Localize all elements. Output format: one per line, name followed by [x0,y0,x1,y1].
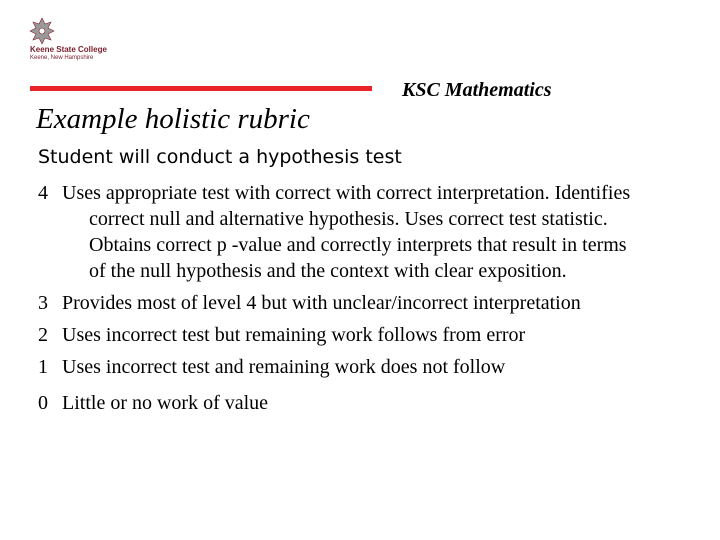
level-description: Uses incorrect test but remaining work follows from error [62,324,526,346]
level-score: 4 [38,182,48,204]
college-name: Keene State College [30,45,107,54]
level-score: 3 [38,292,48,314]
rubric-level-2 [38,322,638,348]
level-description: Uses incorrect test and remaining work does not follow [62,356,506,378]
level-score: 2 [38,324,48,346]
rubric-level-0 [38,390,638,416]
level-description: Provides most of level 4 but with unclear/incorrect interpretation [62,292,581,314]
rubric-level-1 [38,354,638,380]
college-location: Keene, New Hampshire [30,55,94,61]
slide-title: Example holistic rubric [36,103,310,135]
level-score: 1 [38,356,48,378]
course-label: KSC Mathematics [402,79,552,101]
title-accent-bar [30,86,372,91]
level-description: Uses appropriate test with correct with correct interpretation. Identifies correct null and alternative hypothesis. Uses correct test statistic. Obtains correct p -value and correctly interprets that result in terms of the null hypothesis and the context with clear exposition. [62,182,631,282]
rubric-level-4 [38,180,638,284]
rubric-levels [38,180,638,422]
level-description: Little or no work of value [62,392,269,414]
rubric-level-3 [38,290,638,316]
level-score: 0 [38,392,48,414]
rubric-subtitle: Student will conduct a hypothesis test [38,146,402,168]
